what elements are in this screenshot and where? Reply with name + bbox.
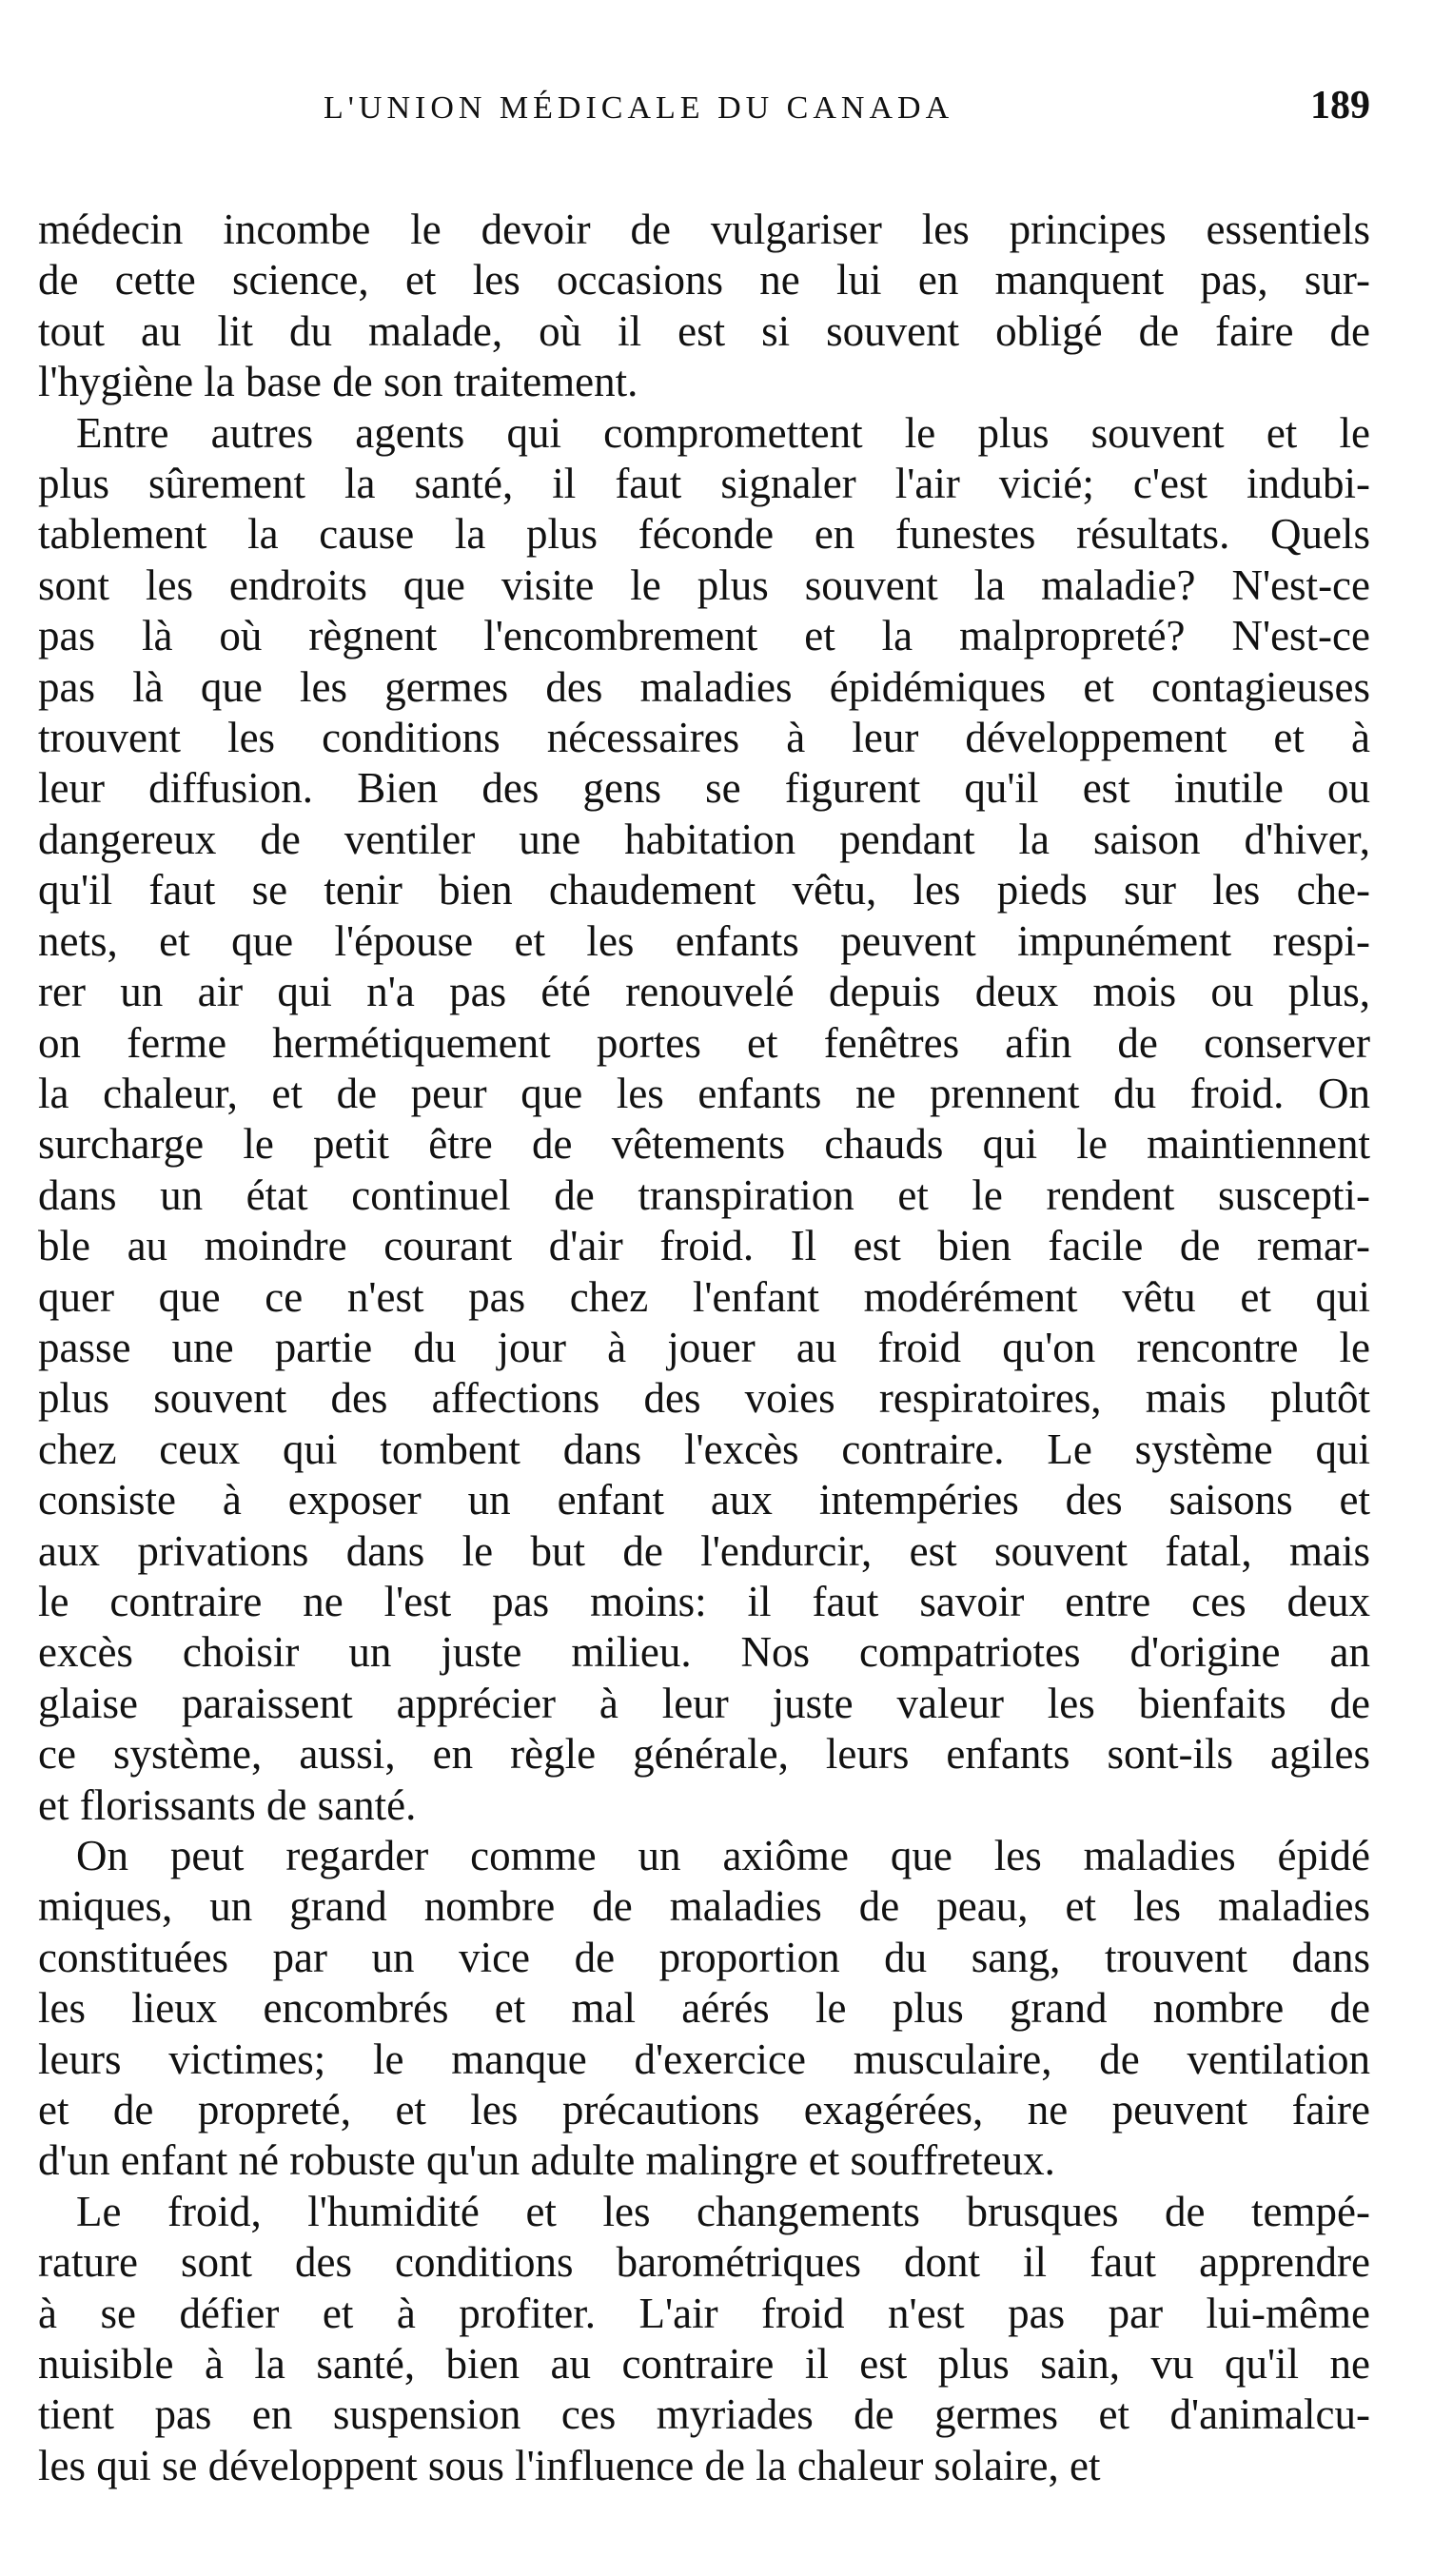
text-line: et de propreté, et les précautions exagérées, ne peuvent faire bbox=[38, 2086, 1370, 2134]
text-line: leurs victimes; le manque d'exercice musculaire, de ventilation bbox=[38, 2035, 1370, 2083]
text-line: rer un air qui n'a pas été renouvelé depuis deux mois ou plus, bbox=[38, 968, 1370, 1016]
text-line: qu'il faut se tenir bien chaudement vêtu, les pieds sur les che- bbox=[38, 866, 1370, 914]
running-title: L'UNION MÉDICALE DU CANADA bbox=[324, 90, 954, 126]
running-header bbox=[38, 84, 1370, 147]
text-line: pas là où règnent l'encombrement et la malpropreté? N'est-ce bbox=[38, 612, 1370, 660]
text-line: passe une partie du jour à jouer au froid qu'on rencontre le bbox=[38, 1323, 1370, 1371]
text-line: leur diffusion. Bien des gens se figurent qu'il est inutile ou bbox=[38, 764, 1370, 813]
text-line: On peut regarder comme un axiôme que les maladies épidé bbox=[76, 1832, 1370, 1879]
text-line: aux privations dans le but de l'endurcir, est souvent fatal, mais bbox=[38, 1526, 1370, 1575]
text-line: sont les endroits que visite le plus souvent la maladie? N'est-ce bbox=[38, 560, 1370, 609]
text-line: tout au lit du malade, où il est si souvent obligé de faire de bbox=[38, 306, 1370, 355]
text-line: dangereux de ventiler une habitation pendant la saison d'hiver, bbox=[38, 815, 1370, 863]
text-line: trouvent les conditions nécessaires à leur développement et à bbox=[38, 714, 1370, 762]
text-line: la chaleur, et de peur que les enfants ne prennent du froid. On bbox=[38, 1069, 1370, 1117]
text-line: surcharge le petit être de vêtements chauds qui le maintiennent bbox=[38, 1120, 1370, 1169]
page-number: 189 bbox=[1310, 84, 1370, 128]
text-line: nets, et que l'épouse et les enfants peuvent impunément respi- bbox=[38, 916, 1370, 965]
text-line: de cette science, et les occasions ne lui en manquent pas, sur- bbox=[38, 256, 1370, 305]
text-line: plus souvent des affections des voies respiratoires, mais plutôt bbox=[38, 1374, 1370, 1423]
text-line: médecin incombe le devoir de vulgariser les principes essentiels bbox=[38, 206, 1370, 253]
paragraph bbox=[38, 408, 1370, 1831]
text-line: constituées par un vice de proportion du sang, trouvent dans bbox=[38, 1933, 1370, 1981]
text-line: Entre autres agents qui compromettent le plus souvent et le bbox=[76, 408, 1370, 457]
book-page bbox=[38, 84, 1370, 2491]
text-line: glaise paraissent apprécier à leur juste valeur les bienfaits de bbox=[38, 1679, 1370, 1727]
text-line: quer que ce n'est pas chez l'enfant modérément vêtu et qui bbox=[38, 1272, 1370, 1321]
paragraph bbox=[38, 1831, 1370, 2187]
text-line: les lieux encombrés et mal aérés le plus grand nombre de bbox=[38, 1984, 1370, 2033]
paragraph bbox=[38, 205, 1370, 408]
text-line: et florissants de santé. bbox=[38, 1780, 417, 1829]
text-line: dans un état continuel de transpiration et le rendent suscepti- bbox=[38, 1170, 1370, 1219]
text-line: à se défier et à profiter. L'air froid n'est pas par lui-même bbox=[38, 2289, 1370, 2337]
text-line: plus sûrement la santé, il faut signaler l'air vicié; c'est indubi- bbox=[38, 460, 1370, 508]
text-line: rature sont des conditions barométriques dont il faut apprendre bbox=[38, 2238, 1370, 2287]
text-line: excès choisir un juste milieu. Nos compatriotes d'origine an bbox=[38, 1628, 1370, 1677]
text-line: consiste à exposer un enfant aux intempéries des saisons et bbox=[38, 1476, 1370, 1524]
text-line: chez ceux qui tombent dans l'excès contraire. Le système qui bbox=[38, 1425, 1370, 1473]
text-line: le contraire ne l'est pas moins: il faut savoir entre ces deux bbox=[38, 1577, 1370, 1625]
text-line: ce système, aussi, en règle générale, leurs enfants sont-ils agiles bbox=[38, 1730, 1370, 1779]
text-line: tablement la cause la plus féconde en funestes résultats. Quels bbox=[38, 510, 1370, 559]
body-text bbox=[38, 205, 1370, 2491]
text-line: l'hygiène la base de son traitement. bbox=[38, 358, 638, 406]
text-line: pas là que les germes des maladies épidémiques et contagieuses bbox=[38, 662, 1370, 711]
text-line: les qui se développent sous l'influence de la chaleur solaire, et bbox=[38, 2441, 1101, 2489]
paragraph bbox=[38, 2187, 1370, 2491]
text-line: ble au moindre courant d'air froid. Il est bien facile de remar- bbox=[38, 1222, 1370, 1270]
text-line: on ferme hermétiquement portes et fenêtres afin de conserver bbox=[38, 1018, 1370, 1067]
text-line: d'un enfant né robuste qu'un adulte malingre et souffreteux. bbox=[38, 2136, 1055, 2185]
text-line: nuisible à la santé, bien au contraire il est plus sain, vu qu'il ne bbox=[38, 2340, 1370, 2389]
text-line: miques, un grand nombre de maladies de peau, et les maladies bbox=[38, 1882, 1370, 1931]
text-line: Le froid, l'humidité et les changements brusques de tempé- bbox=[76, 2187, 1370, 2235]
text-line: tient pas en suspension ces myriades de germes et d'animalcu- bbox=[38, 2390, 1370, 2439]
